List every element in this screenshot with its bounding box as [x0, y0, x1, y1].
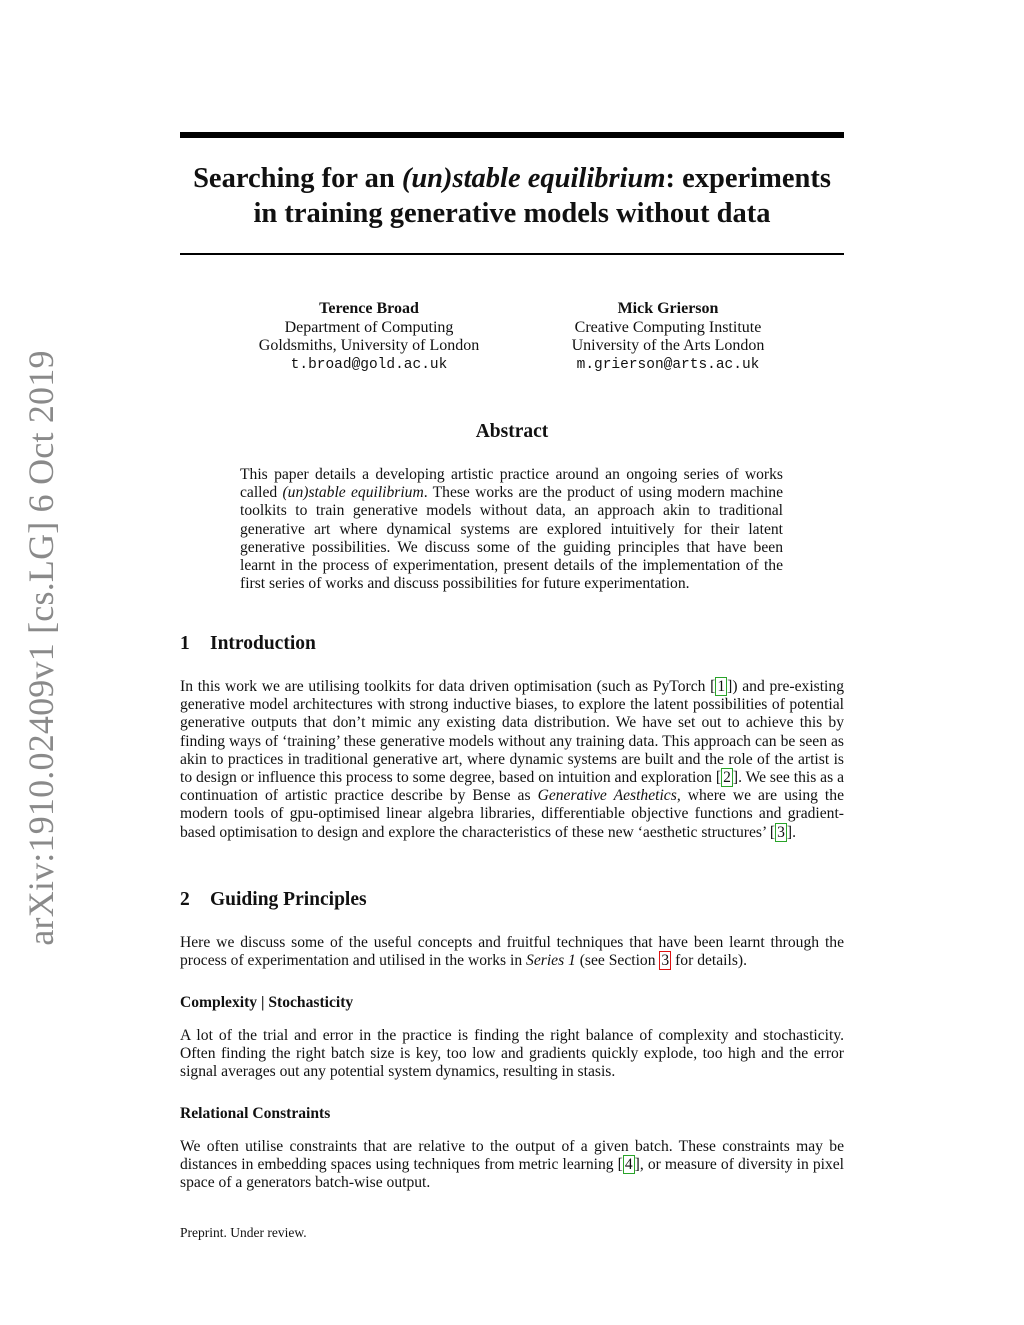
title-rule-bottom [180, 253, 844, 255]
arxiv-stamp: arXiv:1910.02409v1 [cs.LG] 6 Oct 2019 [21, 349, 61, 946]
abstract-text: This paper details a developing artistic practice around an ongoing series of works called (un)stable equilibrium. These works are the product of using modern machine toolkits to train generative models without data, an approach akin to traditional generative art where dynamical systems are explored intuitively for their latent generative possibilities. We discuss some of the guiding principles that have been learnt in the process of experimentation, present details of the implementation of the first series of works and discuss possibilities for future experimentation. [240, 466, 783, 593]
author-name: Terence Broad [319, 300, 419, 317]
subsection-heading-relational: Relational Constraints [180, 1105, 331, 1122]
author-block-2 [518, 300, 818, 374]
author-email[interactable]: m.grierson@arts.ac.uk [576, 356, 760, 373]
author-affiliation: Department of Computing [284, 318, 454, 336]
title-rule-top [180, 132, 844, 138]
complexity-paragraph: A lot of the trial and error in the practice is finding the right balance of complexity and stochasticity. Often finding the right batch size is key, too low and gradients quickly explode, too high and the error signal averages out any potential system dynamics, resulting in stasis. [180, 1027, 844, 1081]
section-heading-guiding-principles: 2 Guiding Principles [180, 889, 367, 910]
citation-link[interactable]: 2 [723, 769, 731, 787]
citation-link[interactable]: 3 [777, 823, 785, 841]
author-affiliation: University of the Arts London [571, 337, 765, 354]
subsection-heading-complexity: Complexity | Stochasticity [180, 994, 354, 1011]
section-heading-introduction: 1 Introduction [180, 633, 316, 654]
citation-link[interactable]: 4 [624, 1156, 633, 1174]
author-affiliation: Creative Computing Institute [574, 318, 762, 336]
citation-link[interactable]: 1 [717, 678, 726, 695]
introduction-paragraph: In this work we are utilising toolkits for data driven optimisation (such as PyTorch [ 1 ]) and pre-existing generative model architectures with strong inductive biases, to explore the latent possibilities of potential generative outputs that don’t mimic any existing data distribution. We have set out to achieve this by finding ways of ‘training’ these generative models without any training data. This approach can be seen as akin to practices in traditional generative art, where dynamic systems are built and the role of the artist is to design or influence this process to some degree, based on intuition and exploration [ 2 ]. We see this as a continuation of artistic practice describe by Bense as Generative Aesthetics, where we are using the modern tools of gpu-optimised linear algebra libraries, differentiable objective functions and gradient-based optimisation to design and explore the characteristics of these new ‘aesthetic structures’ [ 3 ]. [180, 678, 845, 841]
guiding-principles-paragraph: Here we discuss some of the useful concepts and fruitful techniques that have been learnt through the process of experimentation and utilised in the works in Series 1 (see Section 3 for details). [180, 934, 844, 970]
relational-paragraph: We often utilise constraints that are relative to the output of a given batch. These constraints may be distances in embedding spaces using techniques from metric learning [ 4 ], or measure of diversity in pixel space of a generators batch-wise output. [180, 1138, 845, 1192]
section-ref-link[interactable]: 3 [661, 952, 670, 970]
author-block-1 [219, 300, 519, 374]
author-name: Mick Grierson [617, 300, 719, 317]
author-affiliation: Goldsmiths, University of London [258, 337, 480, 354]
paper-title: Searching for an (un)stable equilibrium: experiments in training generative models without data [193, 163, 831, 229]
author-email[interactable]: t.broad@gold.ac.uk [290, 356, 448, 373]
abstract-heading: Abstract [475, 421, 549, 442]
footer-note: Preprint. Under review. [180, 1225, 307, 1240]
